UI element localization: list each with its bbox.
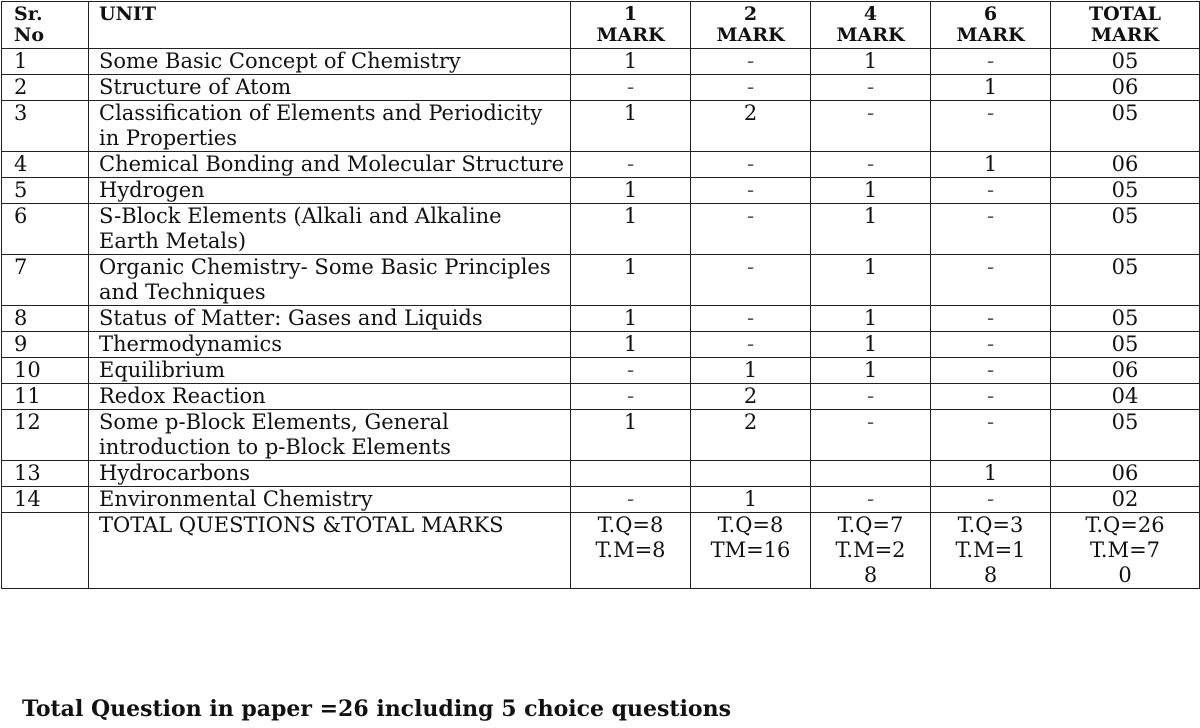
unit-name-cell: Chemical Bonding and Molecular Structure bbox=[89, 152, 571, 178]
1-mark-cell: - bbox=[571, 487, 691, 513]
4-mark-cell bbox=[811, 461, 931, 487]
total-mark-cell: 05 bbox=[1051, 255, 1200, 306]
table-row bbox=[2, 410, 1200, 461]
4-mark-cell: - bbox=[811, 152, 931, 178]
1-mark-cell: 1 bbox=[571, 178, 691, 204]
sr-no-cell: 4 bbox=[2, 152, 89, 178]
totals-1-mark: T.Q=8 T.M=8 bbox=[571, 513, 691, 589]
unit-name-cell: Organic Chemistry- Some Basic Principles and Techniques bbox=[89, 255, 571, 306]
totals-6-mark: T.Q=3 T.M=1 8 bbox=[931, 513, 1051, 589]
sr-no-cell: 12 bbox=[2, 410, 89, 461]
1-mark-cell: 1 bbox=[571, 410, 691, 461]
6-mark-cell: 1 bbox=[931, 461, 1051, 487]
sr-no-cell: 11 bbox=[2, 384, 89, 410]
header-1-mark: 1 MARK bbox=[571, 2, 691, 49]
marks-blueprint-table bbox=[1, 1, 1200, 589]
6-mark-cell: - bbox=[931, 49, 1051, 75]
total-mark-cell: 05 bbox=[1051, 332, 1200, 358]
table-row bbox=[2, 152, 1200, 178]
unit-name-cell: Environmental Chemistry bbox=[89, 487, 571, 513]
6-mark-cell: 1 bbox=[931, 152, 1051, 178]
table-row bbox=[2, 178, 1200, 204]
6-mark-cell: - bbox=[931, 306, 1051, 332]
totals-label: TOTAL QUESTIONS &TOTAL MARKS bbox=[89, 513, 571, 589]
total-mark-cell: 06 bbox=[1051, 75, 1200, 101]
unit-name-cell: Structure of Atom bbox=[89, 75, 571, 101]
4-mark-cell: - bbox=[811, 410, 931, 461]
sr-no-cell: 7 bbox=[2, 255, 89, 306]
2-mark-cell: - bbox=[691, 178, 811, 204]
4-mark-cell: 1 bbox=[811, 332, 931, 358]
2-mark-cell: - bbox=[691, 204, 811, 255]
4-mark-cell: 1 bbox=[811, 255, 931, 306]
2-mark-cell: - bbox=[691, 332, 811, 358]
total-mark-cell: 06 bbox=[1051, 461, 1200, 487]
4-mark-cell: 1 bbox=[811, 49, 931, 75]
1-mark-cell: 1 bbox=[571, 255, 691, 306]
total-mark-cell: 02 bbox=[1051, 487, 1200, 513]
4-mark-cell: - bbox=[811, 101, 931, 152]
6-mark-cell: - bbox=[931, 255, 1051, 306]
2-mark-cell: - bbox=[691, 255, 811, 306]
total-questions-note: Total Question in paper =26 including 5 choice questions bbox=[22, 696, 731, 722]
header-4-mark: 4 MARK bbox=[811, 2, 931, 49]
totals-4-mark: T.Q=7 T.M=2 8 bbox=[811, 513, 931, 589]
4-mark-cell: - bbox=[811, 487, 931, 513]
1-mark-cell: 1 bbox=[571, 332, 691, 358]
4-mark-cell: 1 bbox=[811, 204, 931, 255]
4-mark-cell: 1 bbox=[811, 306, 931, 332]
sr-no-cell: 5 bbox=[2, 178, 89, 204]
1-mark-cell: 1 bbox=[571, 49, 691, 75]
header-unit: UNIT bbox=[89, 2, 571, 49]
1-mark-cell: - bbox=[571, 384, 691, 410]
header-sr-no: Sr. No bbox=[2, 2, 89, 49]
sr-no-cell: 1 bbox=[2, 49, 89, 75]
4-mark-cell: - bbox=[811, 384, 931, 410]
6-mark-cell: - bbox=[931, 410, 1051, 461]
totals-row bbox=[2, 513, 1200, 589]
total-mark-cell: 05 bbox=[1051, 306, 1200, 332]
header-total-mark: TOTAL MARK bbox=[1051, 2, 1200, 49]
total-mark-cell: 05 bbox=[1051, 410, 1200, 461]
unit-name-cell: Some p-Block Elements, General introduction to p-Block Elements bbox=[89, 410, 571, 461]
table-row bbox=[2, 461, 1200, 487]
total-mark-cell: 05 bbox=[1051, 101, 1200, 152]
total-mark-cell: 05 bbox=[1051, 49, 1200, 75]
6-mark-cell: - bbox=[931, 384, 1051, 410]
6-mark-cell: - bbox=[931, 204, 1051, 255]
sr-no-cell: 6 bbox=[2, 204, 89, 255]
1-mark-cell bbox=[571, 461, 691, 487]
sr-no-cell: 8 bbox=[2, 306, 89, 332]
table-header-row bbox=[2, 2, 1200, 49]
2-mark-cell: - bbox=[691, 152, 811, 178]
2-mark-cell: - bbox=[691, 49, 811, 75]
unit-name-cell: Hydrogen bbox=[89, 178, 571, 204]
unit-name-cell: Status of Matter: Gases and Liquids bbox=[89, 306, 571, 332]
1-mark-cell: - bbox=[571, 358, 691, 384]
sr-no-cell: 9 bbox=[2, 332, 89, 358]
total-mark-cell: 06 bbox=[1051, 358, 1200, 384]
6-mark-cell: - bbox=[931, 332, 1051, 358]
6-mark-cell: - bbox=[931, 178, 1051, 204]
2-mark-cell: - bbox=[691, 306, 811, 332]
table-row bbox=[2, 101, 1200, 152]
sr-no-cell: 14 bbox=[2, 487, 89, 513]
unit-name-cell: Redox Reaction bbox=[89, 384, 571, 410]
total-mark-cell: 05 bbox=[1051, 178, 1200, 204]
2-mark-cell: 2 bbox=[691, 410, 811, 461]
2-mark-cell bbox=[691, 461, 811, 487]
4-mark-cell: 1 bbox=[811, 358, 931, 384]
total-mark-cell: 04 bbox=[1051, 384, 1200, 410]
sr-no-cell: 13 bbox=[2, 461, 89, 487]
header-6-mark: 6 MARK bbox=[931, 2, 1051, 49]
totals-2-mark: T.Q=8 TM=16 bbox=[691, 513, 811, 589]
unit-name-cell: Some Basic Concept of Chemistry bbox=[89, 49, 571, 75]
sr-no-cell: 3 bbox=[2, 101, 89, 152]
6-mark-cell: - bbox=[931, 101, 1051, 152]
4-mark-cell: - bbox=[811, 75, 931, 101]
unit-name-cell: Classification of Elements and Periodicity in Properties bbox=[89, 101, 571, 152]
6-mark-cell: 1 bbox=[931, 75, 1051, 101]
table-row bbox=[2, 204, 1200, 255]
6-mark-cell: - bbox=[931, 487, 1051, 513]
table-row bbox=[2, 332, 1200, 358]
header-2-mark: 2 MARK bbox=[691, 2, 811, 49]
table-row bbox=[2, 306, 1200, 332]
1-mark-cell: - bbox=[571, 75, 691, 101]
unit-name-cell: Hydrocarbons bbox=[89, 461, 571, 487]
totals-total-mark: T.Q=26 T.M=7 0 bbox=[1051, 513, 1200, 589]
table-row bbox=[2, 358, 1200, 384]
2-mark-cell: 2 bbox=[691, 101, 811, 152]
unit-name-cell: Equilibrium bbox=[89, 358, 571, 384]
total-mark-cell: 06 bbox=[1051, 152, 1200, 178]
2-mark-cell: 2 bbox=[691, 384, 811, 410]
table-row bbox=[2, 255, 1200, 306]
2-mark-cell: - bbox=[691, 75, 811, 101]
4-mark-cell: 1 bbox=[811, 178, 931, 204]
table-row bbox=[2, 487, 1200, 513]
total-mark-cell: 05 bbox=[1051, 204, 1200, 255]
totals-sr-cell bbox=[2, 513, 89, 589]
2-mark-cell: 1 bbox=[691, 487, 811, 513]
1-mark-cell: 1 bbox=[571, 306, 691, 332]
2-mark-cell: 1 bbox=[691, 358, 811, 384]
6-mark-cell: - bbox=[931, 358, 1051, 384]
table-row bbox=[2, 75, 1200, 101]
1-mark-cell: - bbox=[571, 152, 691, 178]
table-row bbox=[2, 384, 1200, 410]
unit-name-cell: S-Block Elements (Alkali and Alkaline Earth Metals) bbox=[89, 204, 571, 255]
1-mark-cell: 1 bbox=[571, 101, 691, 152]
sr-no-cell: 10 bbox=[2, 358, 89, 384]
sr-no-cell: 2 bbox=[2, 75, 89, 101]
1-mark-cell: 1 bbox=[571, 204, 691, 255]
table-row bbox=[2, 49, 1200, 75]
unit-name-cell: Thermodynamics bbox=[89, 332, 571, 358]
